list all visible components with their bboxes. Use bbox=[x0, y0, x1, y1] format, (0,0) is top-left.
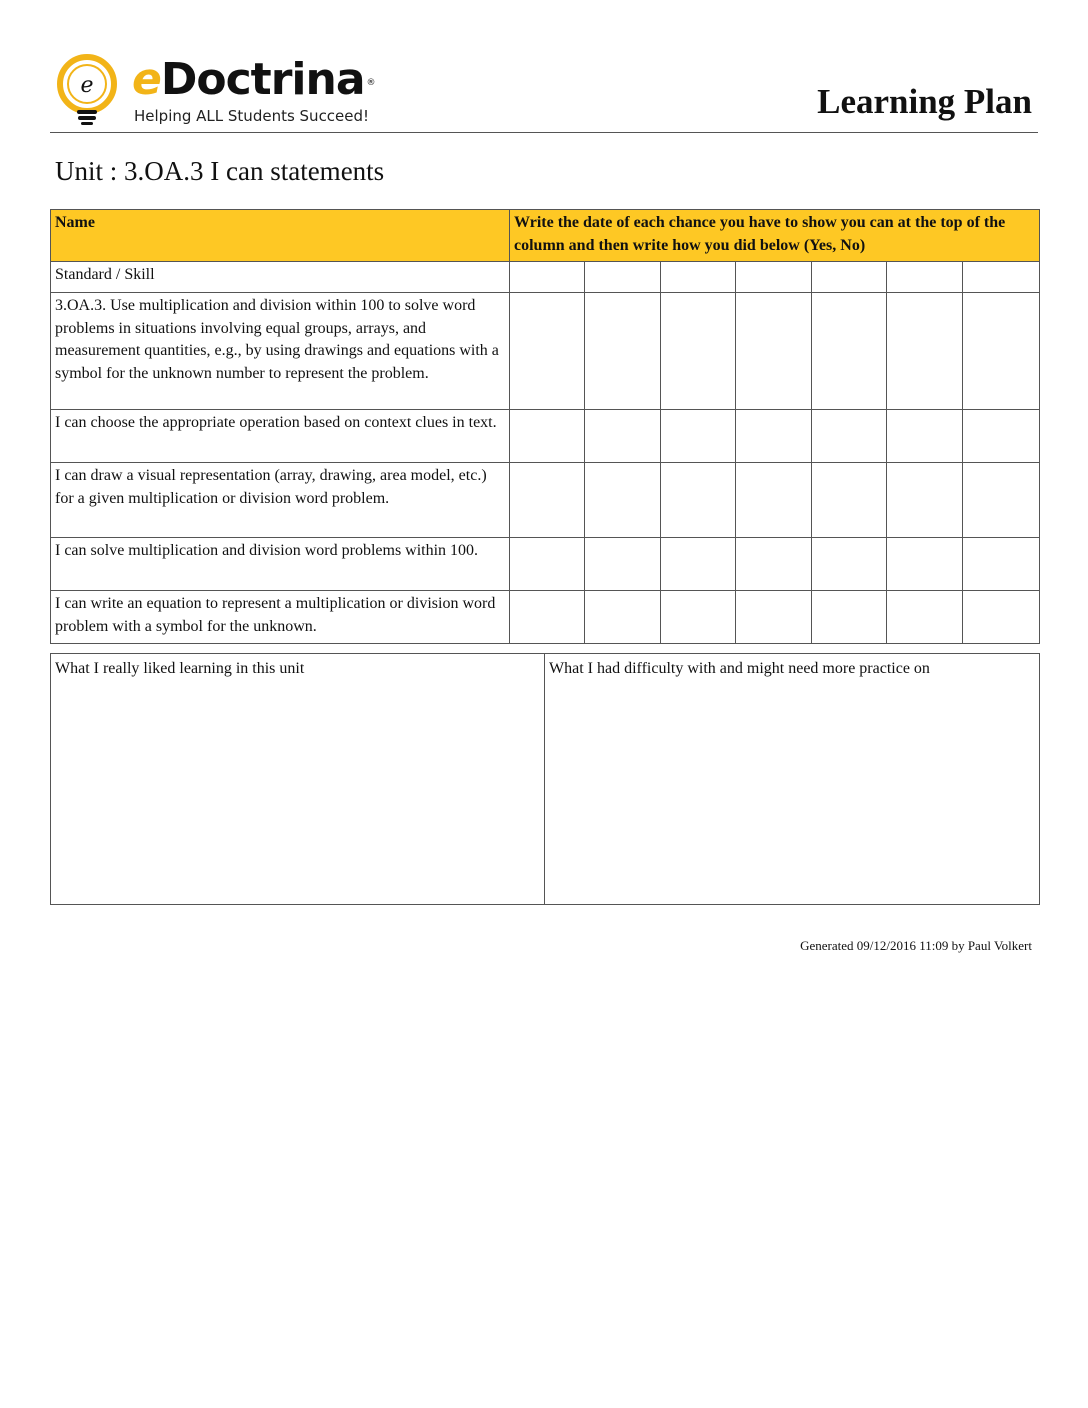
table-row bbox=[51, 262, 1040, 293]
row-label: I can write an equation to represent a multiplication or division word problem with a symbol for the unknown. bbox=[51, 591, 510, 644]
result-cell[interactable] bbox=[510, 591, 585, 644]
lightbulb-icon bbox=[54, 52, 124, 128]
edoctrina-logo bbox=[54, 52, 374, 128]
dates-header: Write the date of each chance you have to show you can at the top of the column and then write how you did below (Yes, No) bbox=[510, 210, 1040, 262]
result-cell[interactable] bbox=[812, 410, 887, 463]
brand-name: eDoctrina ® bbox=[132, 54, 376, 105]
row-label: I can draw a visual representation (array, drawing, area model, etc.) for a given multiplication or division word problem. bbox=[51, 463, 510, 538]
result-cell[interactable] bbox=[963, 538, 1040, 591]
result-cell[interactable] bbox=[661, 538, 736, 591]
result-cell[interactable] bbox=[812, 591, 887, 644]
result-cell[interactable] bbox=[585, 463, 661, 538]
result-cell[interactable] bbox=[963, 293, 1040, 410]
result-cell[interactable] bbox=[510, 410, 585, 463]
date-cell[interactable] bbox=[812, 262, 887, 293]
result-cell[interactable] bbox=[963, 591, 1040, 644]
date-cell[interactable] bbox=[736, 262, 812, 293]
date-cell[interactable] bbox=[510, 262, 585, 293]
result-cell[interactable] bbox=[510, 463, 585, 538]
result-cell[interactable] bbox=[963, 410, 1040, 463]
result-cell[interactable] bbox=[963, 463, 1040, 538]
date-cell[interactable] bbox=[585, 262, 661, 293]
result-cell[interactable] bbox=[736, 591, 812, 644]
result-cell[interactable] bbox=[510, 538, 585, 591]
reflection-table bbox=[50, 653, 1040, 905]
table-row bbox=[51, 463, 1040, 538]
result-cell[interactable] bbox=[812, 463, 887, 538]
row-label: I can choose the appropriate operation based on context clues in text. bbox=[51, 410, 510, 463]
reflection-row bbox=[51, 654, 1040, 905]
result-cell[interactable] bbox=[661, 293, 736, 410]
result-cell[interactable] bbox=[812, 293, 887, 410]
result-cell[interactable] bbox=[736, 463, 812, 538]
result-cell[interactable] bbox=[887, 463, 963, 538]
result-cell[interactable] bbox=[887, 538, 963, 591]
result-cell[interactable] bbox=[585, 293, 661, 410]
result-cell[interactable] bbox=[812, 538, 887, 591]
document-title: Learning Plan bbox=[817, 82, 1032, 121]
page-header bbox=[50, 50, 1038, 133]
result-cell[interactable] bbox=[736, 293, 812, 410]
generated-footer: Generated 09/12/2016 11:09 by Paul Volkert bbox=[800, 938, 1032, 953]
result-cell[interactable] bbox=[661, 591, 736, 644]
brand-tagline: Helping ALL Students Succeed! bbox=[134, 107, 370, 125]
result-cell[interactable] bbox=[887, 410, 963, 463]
result-cell[interactable] bbox=[736, 410, 812, 463]
result-cell[interactable] bbox=[887, 591, 963, 644]
unit-title: Unit : 3.OA.3 I can statements bbox=[55, 156, 385, 186]
row-label: I can solve multiplication and division word problems within 100. bbox=[51, 538, 510, 591]
result-cell[interactable] bbox=[736, 538, 812, 591]
difficulty-box[interactable]: What I had difficulty with and might need more practice on bbox=[545, 654, 1040, 905]
liked-learning-box[interactable]: What I really liked learning in this unit bbox=[51, 654, 545, 905]
date-cell[interactable] bbox=[887, 262, 963, 293]
result-cell[interactable] bbox=[661, 463, 736, 538]
table-header-row bbox=[51, 210, 1040, 262]
table-row bbox=[51, 410, 1040, 463]
row-label: Standard / Skill bbox=[51, 262, 510, 293]
date-cell[interactable] bbox=[661, 262, 736, 293]
table-row bbox=[51, 538, 1040, 591]
date-cell[interactable] bbox=[963, 262, 1040, 293]
name-header: Name bbox=[51, 210, 510, 262]
result-cell[interactable] bbox=[661, 410, 736, 463]
result-cell[interactable] bbox=[585, 591, 661, 644]
result-cell[interactable] bbox=[585, 410, 661, 463]
table-row bbox=[51, 591, 1040, 644]
result-cell[interactable] bbox=[585, 538, 661, 591]
result-cell[interactable] bbox=[510, 293, 585, 410]
svg-text:e: e bbox=[80, 73, 94, 98]
result-cell[interactable] bbox=[887, 293, 963, 410]
table-row bbox=[51, 293, 1040, 410]
learning-plan-table bbox=[50, 209, 1040, 644]
row-label: 3.OA.3. Use multiplication and division within 100 to solve word problems in situations involving equal groups, arrays, and measurement quantities, e.g., by using drawings and equations with a symbol for the unknown number to represent the problem. bbox=[51, 293, 510, 410]
